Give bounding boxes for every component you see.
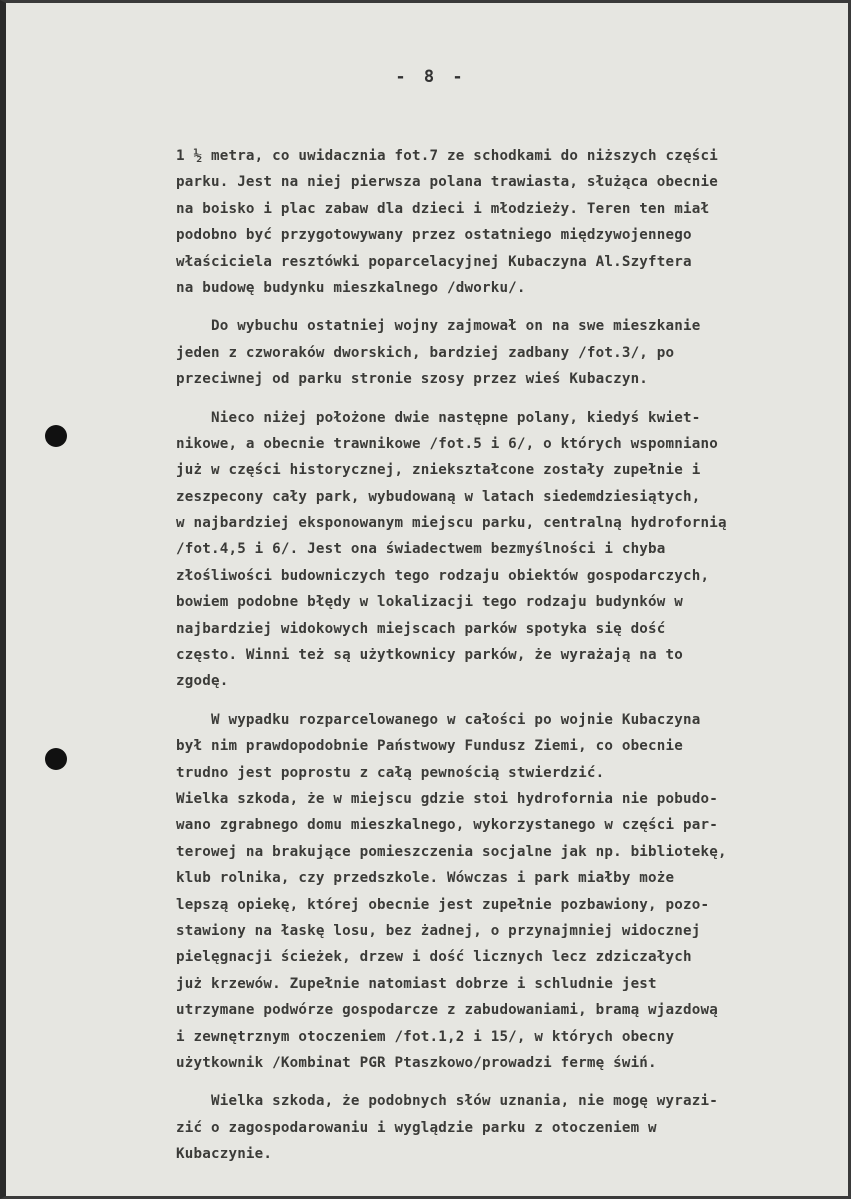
text-line: złośliwości budowniczych tego rodzaju obiektów gospodarczych, — [176, 567, 710, 584]
text-line: lepszą opiekę, której obecnie jest zupełnie pozbawiony, pozo- — [176, 896, 710, 913]
text-line: najbardziej widokowych miejscach parków spotyka się dość — [176, 620, 666, 637]
text-line: był nim prawdopodobnie Państwowy Fundusz Ziemi, co obecnie — [176, 738, 684, 755]
text-line: i zewnętrznym otoczeniem /fot.1,2 i 15/, w których obecny — [176, 1028, 675, 1045]
punch-hole-bottom — [45, 748, 67, 770]
text-line: stawiony na łaskę losu, bez żadnej, o przynajmniej widocznej — [176, 922, 701, 939]
text-line: zeszpecony cały park, wybudowaną w latach siedemdziesiątych, — [176, 488, 701, 505]
text-line: klub rolnika, czy przedszkole. Wówczas i park miałby może — [176, 870, 675, 887]
paragraph-gap — [176, 301, 836, 313]
text-line: terowej na brakujące pomieszczenia socjalne jak np. bibliotekę, — [176, 843, 727, 860]
text-line: przeciwnej od parku stronie szosy przez wieś Kubaczyn. — [176, 371, 649, 388]
paragraph-gap — [176, 695, 836, 707]
text-line: już w części historycznej, zniekształcone zostały zupełnie i — [176, 462, 701, 479]
text-line: jeden z czworaków dworskich, bardziej zadbany /fot.3/, po — [176, 344, 675, 361]
text-line: parku. Jest na niej pierwsza polana trawiasta, służąca obecnie — [176, 174, 718, 191]
text-line: zić o zagospodarowaniu i wyglądzie parku z otoczeniem w — [176, 1119, 657, 1136]
text-line: na boisko i plac zabaw dla dzieci i młodzieży. Teren ten miał — [176, 200, 710, 217]
text-line: W wypadku rozparcelowanego w całości po wojnie Kubaczyna — [176, 711, 701, 728]
paragraph-gap — [176, 393, 836, 405]
text-line: Wielka szkoda, że w miejscu gdzie stoi hydrofornia nie pobudo- — [176, 790, 718, 807]
text-line: zgodę. — [176, 673, 229, 690]
text-line: właściciela resztówki poparcelacyjnej Kubaczyna Al.Szyftera — [176, 253, 692, 270]
text-line: Nieco niżej położone dwie następne polany, kiedyś kwiet- — [176, 409, 701, 426]
text-line: pielęgnacji ścieżek, drzew i dość licznych lecz zdziczałych — [176, 949, 692, 966]
text-line: często. Winni też są użytkownicy parków, że wyrażają na to — [176, 647, 684, 664]
text-line: Kubaczynie. — [176, 1146, 273, 1163]
document-body — [176, 143, 836, 1167]
text-line: wano zgrabnego domu mieszkalnego, wykorzystanego w części par- — [176, 817, 718, 834]
text-line: na budowę budynku mieszkalnego /dworku/. — [176, 279, 526, 296]
text-line: 1 ½ metra, co uwidacznia fot.7 ze schodkami do niższych części — [176, 148, 718, 164]
text-line: utrzymane podwórze gospodarcze z zabudowaniami, bramą wjazdową — [176, 1002, 718, 1019]
text-line: trudno jest poprostu z całą pewnością stwierdzić. — [176, 764, 605, 781]
text-line: Do wybuchu ostatniej wojny zajmował on na swe mieszkanie — [176, 318, 701, 335]
text-line: /fot.4,5 i 6/. Jest ona świadectwem bezmyślności i chyba — [176, 541, 666, 558]
text-line: już krzewów. Zupełnie natomiast dobrze i schludnie jest — [176, 975, 657, 992]
text-line: nikowe, a obecnie trawnikowe /fot.5 i 6/, o których wspomniano — [176, 435, 718, 452]
text-line: w najbardziej eksponowanym miejscu parku, centralną hydrofornią — [176, 515, 727, 532]
text-line: Wielka szkoda, że podobnych słów uznania, nie mogę wyrazi- — [176, 1093, 718, 1110]
paragraph-gap — [176, 1076, 836, 1088]
text-line: bowiem podobne błędy w lokalizacji tego rodzaju budynków w — [176, 594, 684, 611]
text-line: użytkownik /Kombinat PGR Ptaszkowo/prowadzi fermę świń. — [176, 1054, 657, 1071]
punch-hole-top — [45, 425, 67, 447]
text-line: podobno być przygotowywany przez ostatniego międzywojennego — [176, 227, 692, 244]
page-number: - 8 - — [395, 67, 467, 87]
